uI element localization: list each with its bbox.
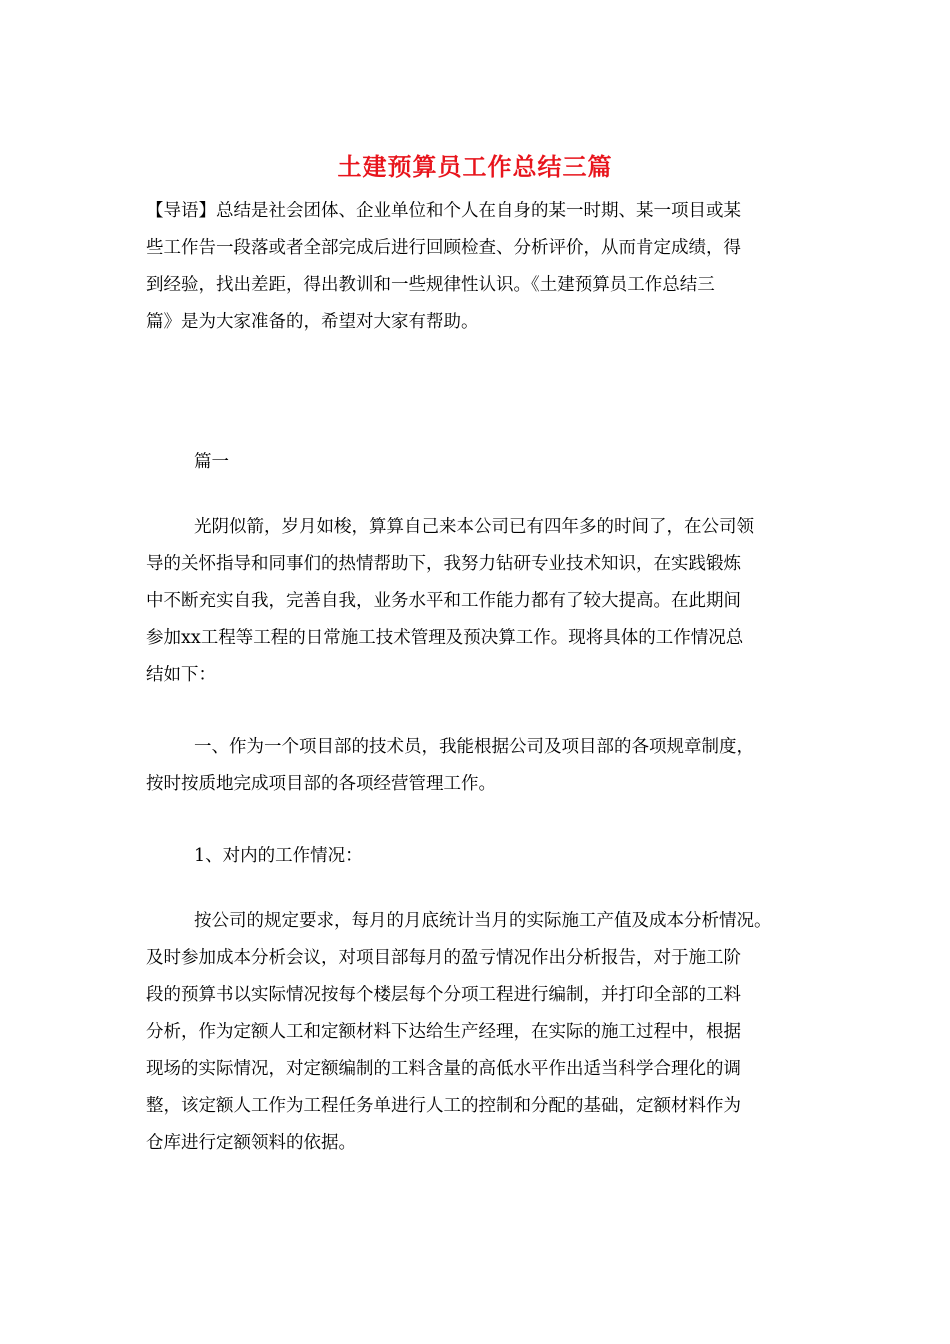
intro-line: 篇》是为大家准备的，希望对大家有帮助。 [146,312,479,332]
paragraph-2 [146,729,826,803]
paragraph-line: 光阴似箭，岁月如梭，算算自己来本公司已有四年多的时间了，在公司领 [194,517,754,537]
document-title: 土建预算员工作总结三篇 [337,152,613,181]
paragraph-line: 1、对内的工作情况： [194,846,363,866]
paragraph-line: 及时参加成本分析会议，对项目部每月的盈亏情况作出分析报告，对于施工阶 [146,948,741,968]
paragraph-3 [146,838,826,875]
intro-paragraph [146,193,826,341]
paragraph-line: 段的预算书以实际情况按每个楼层每个分项工程进行编制，并打印全部的工料 [146,985,741,1005]
paragraph-line: 中不断充实自我，完善自我，业务水平和工作能力都有了较大提高。在此期间 [146,591,741,611]
paragraph-line: 仓库进行定额领料的依据。 [146,1133,356,1153]
intro-line: 到经验，找出差距，得出教训和一些规律性认识。《土建预算员工作总结三 [146,275,715,295]
section-heading: 篇一 [194,452,229,472]
paragraph-line: 结如下： [146,665,216,685]
paragraph-line: 分析，作为定额人工和定额材料下达给生产经理，在实际的施工过程中，根据 [146,1022,741,1042]
paragraph-line: 现场的实际情况，对定额编制的工料含量的高低水平作出适当科学合理化的调 [146,1059,741,1079]
paragraph-1 [146,509,826,694]
intro-line: 些工作告一段落或者全部完成后进行回顾检查、分析评价，从而肯定成绩，得 [146,238,741,258]
intro-line: 【导语】总结是社会团体、企业单位和个人在自身的某一时期、某一项目或某 [146,201,741,221]
paragraph-4 [146,903,826,1162]
paragraph-line: 导的关怀指导和同事们的热情帮助下，我努力钻研专业技术知识，在实践锻炼 [146,554,741,574]
paragraph-line: 整，该定额人工作为工程任务单进行人工的控制和分配的基础，定额材料作为 [146,1096,741,1116]
paragraph-line: 参加xx工程等工程的日常施工技术管理及预决算工作。现将具体的工作情况总 [146,628,744,648]
paragraph-line: 按公司的规定要求，每月的月底统计当月的实际施工产值及成本分析情况。 [194,911,772,931]
paragraph-line: 一、作为一个项目部的技术员，我能根据公司及项目部的各项规章制度， [194,737,754,757]
paragraph-line: 按时按质地完成项目部的各项经营管理工作。 [146,774,496,794]
